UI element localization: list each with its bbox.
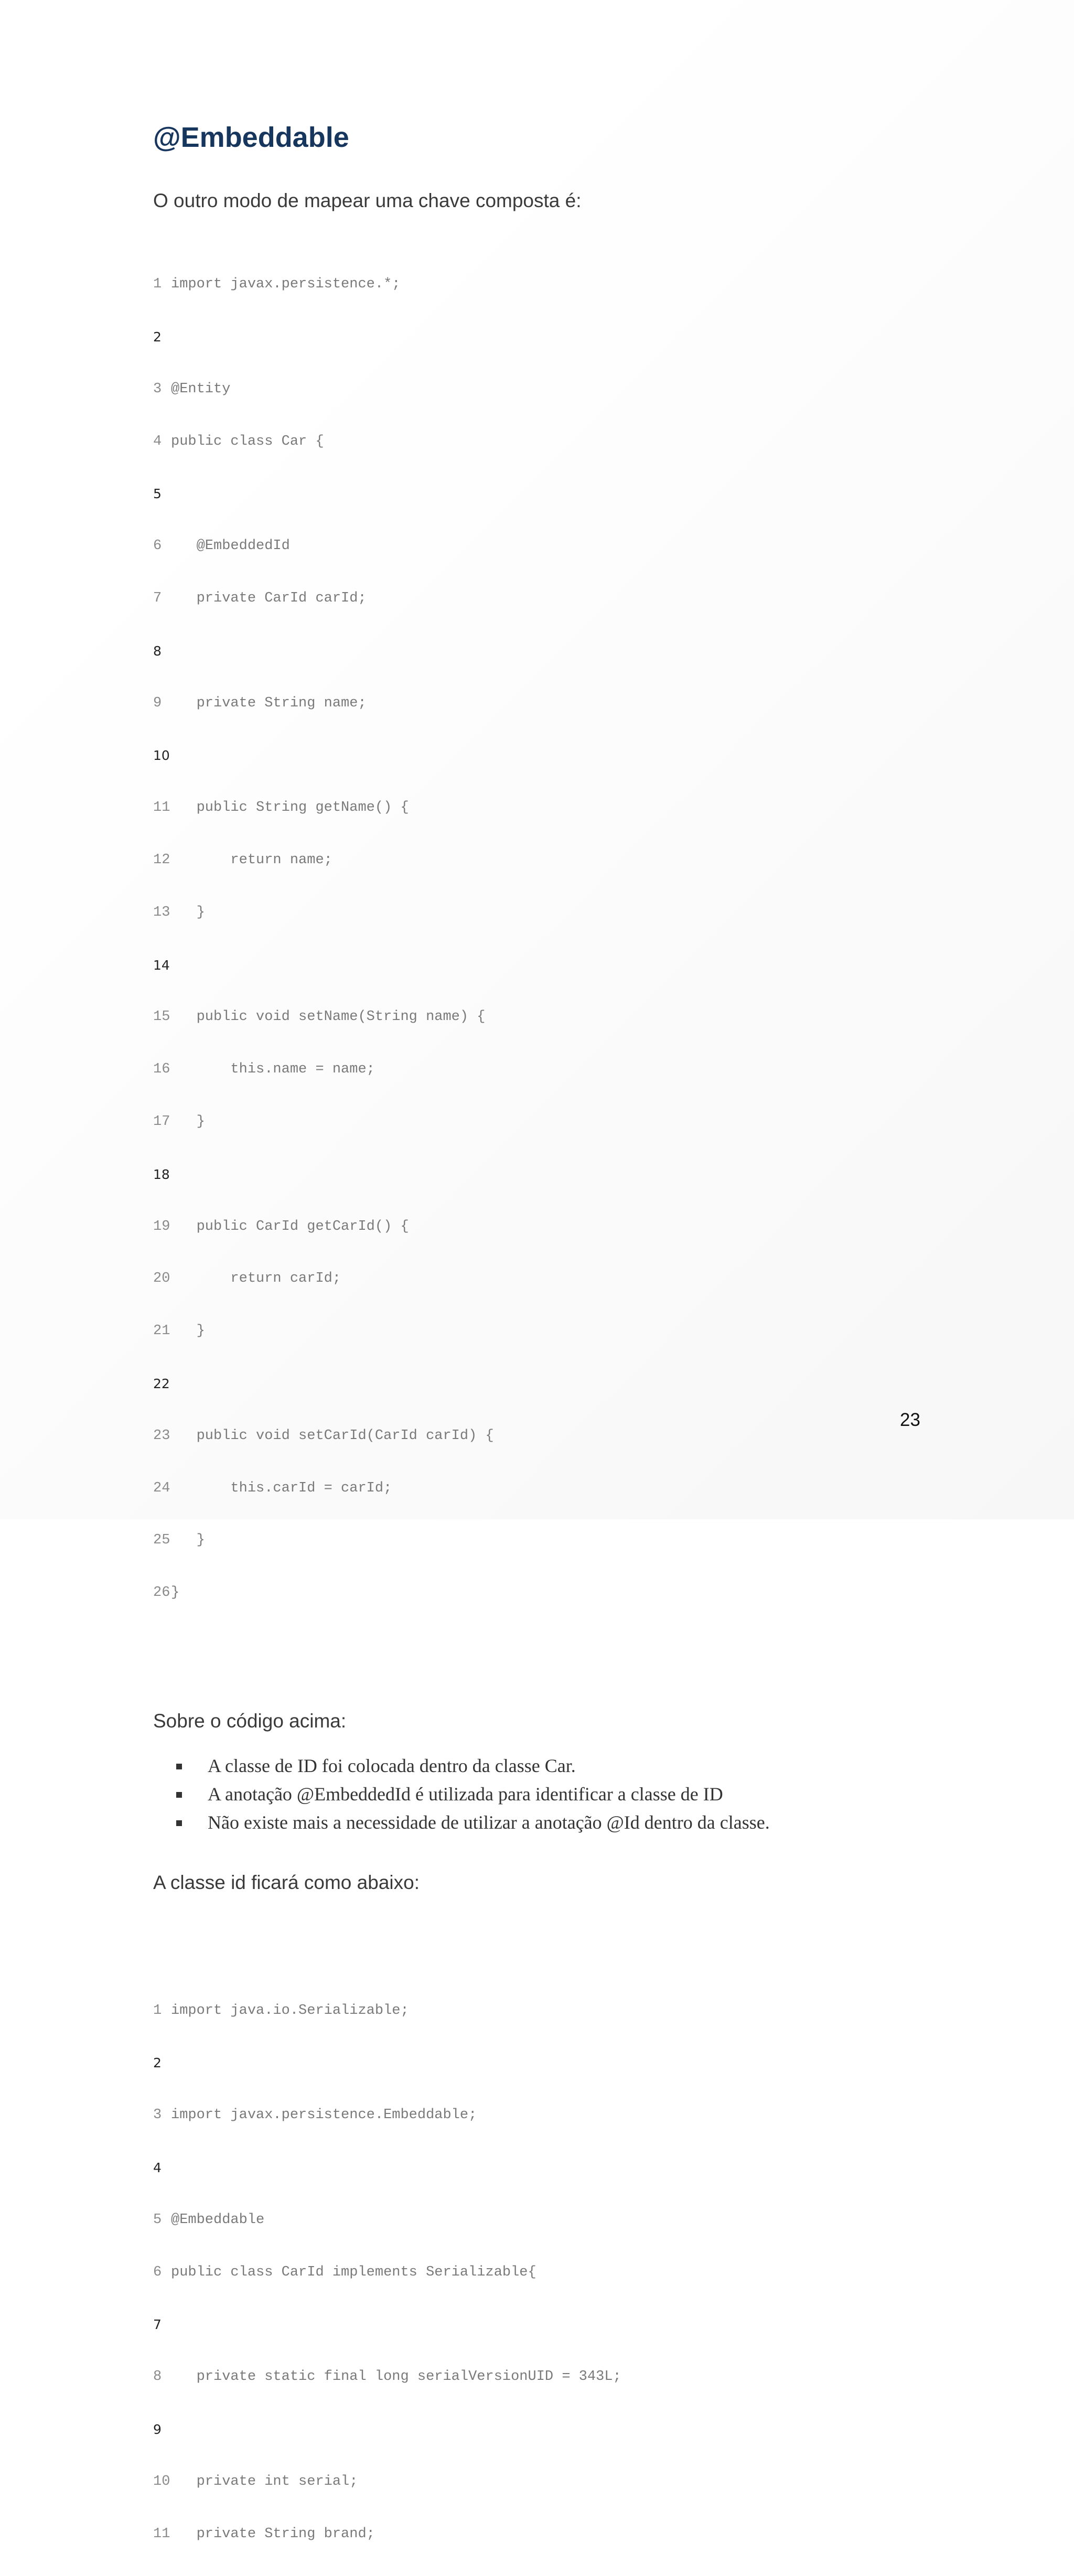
page-number: 23 xyxy=(900,1410,920,1430)
intro-paragraph: O outro modo de mapear uma chave composta é: xyxy=(153,189,582,211)
code-line: 9 private String name; xyxy=(153,695,367,711)
code-line: 22 xyxy=(153,1376,170,1391)
code-line: 10 xyxy=(153,748,170,764)
code-line: 25 } xyxy=(153,1532,205,1549)
list-item: Não existe mais a necessidade de utilizar a anotação @Id dentro da classe. xyxy=(153,1808,940,1837)
square-bullet-icon xyxy=(176,1792,182,1798)
code-line: 9 xyxy=(153,2422,162,2438)
code-line: 3 import javax.persistence.Embeddable; xyxy=(153,2107,477,2123)
page-content xyxy=(153,121,940,2576)
code-line: 17 } xyxy=(153,1113,205,1130)
section-title: @Embeddable xyxy=(153,122,349,153)
code-line: 3 @Entity xyxy=(153,381,231,397)
code-line: 23 public void setCarId(CarId carId) { xyxy=(153,1427,494,1444)
code-line: 14 xyxy=(153,957,170,973)
code-line: 11 private String brand; xyxy=(153,2526,375,2542)
code-line: 10 private int serial; xyxy=(153,2473,358,2489)
code-line: 2 xyxy=(153,2055,162,2071)
code-line: 1 import java.io.Serializable; xyxy=(153,2002,409,2019)
list-item: A classe de ID foi colocada dentro da classe Car. xyxy=(153,1752,940,1780)
code-line: 4 public class Car { xyxy=(153,433,324,449)
code-line: 5 xyxy=(153,486,162,502)
code-block-car xyxy=(153,243,940,1635)
code-line: 2 xyxy=(153,329,162,345)
code-line: 16 this.name = name; xyxy=(153,1061,375,1078)
code-line: 7 xyxy=(153,2317,162,2333)
code-line: 21 } xyxy=(153,1323,205,1339)
code-line: 18 xyxy=(153,1166,170,1182)
code-line: 8 private static final long serialVersionUID = 343L; xyxy=(153,2369,621,2385)
about-heading: Sobre o código acima: xyxy=(153,1710,347,1732)
code-line: 19 public CarId getCarId() { xyxy=(153,1218,409,1235)
code-line: 15 public void setName(String name) { xyxy=(153,1009,486,1025)
id-class-heading: A classe id ficará como abaixo: xyxy=(153,1872,420,1894)
code-line: 24 this.carId = carId; xyxy=(153,1480,392,1496)
code-line: 8 xyxy=(153,643,162,659)
bullet-list xyxy=(153,1752,940,1837)
code-line: 12 return name; xyxy=(153,852,332,868)
code-line: 11 public String getName() { xyxy=(153,800,409,816)
square-bullet-icon xyxy=(176,1764,182,1769)
code-block-carid xyxy=(153,1969,940,2576)
code-line: 20 return carId; xyxy=(153,1271,341,1287)
code-line: 13 } xyxy=(153,904,205,920)
square-bullet-icon xyxy=(176,1820,182,1826)
code-line: 26} xyxy=(153,1585,180,1601)
code-line: 6 @EmbeddedId xyxy=(153,538,290,554)
code-line: 7 private CarId carId; xyxy=(153,590,367,606)
code-line: 5 @Embeddable xyxy=(153,2212,265,2228)
code-line: 6 public class CarId implements Serializable{ xyxy=(153,2264,536,2280)
list-item: A anotação @EmbeddedId é utilizada para identificar a classe de ID xyxy=(153,1780,940,1808)
code-line: 4 xyxy=(153,2160,162,2176)
code-line: 1 import javax.persistence.*; xyxy=(153,276,401,293)
